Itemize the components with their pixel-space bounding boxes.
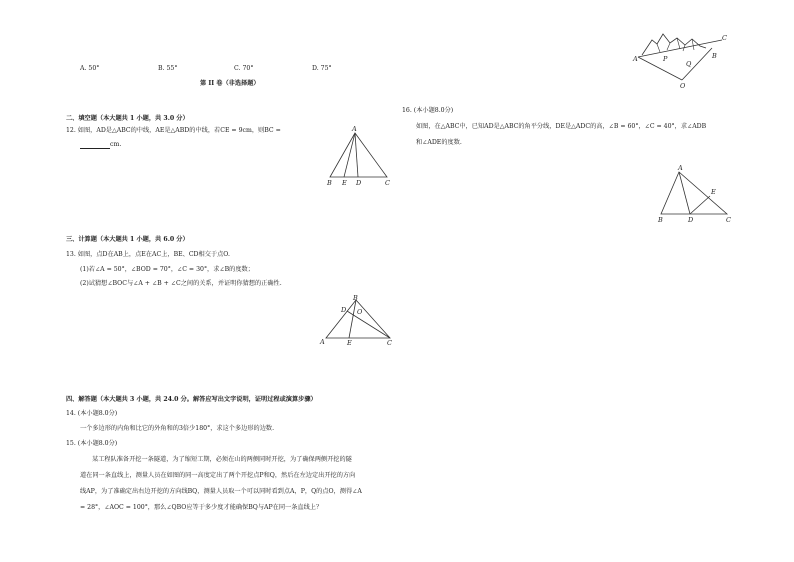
q15-line4: = 28°，∠AOC = 100°，那么∠QBO应等于多少度才能确保BQ与AP在同一条直线上？ <box>80 504 323 511</box>
q15-line1: 某工程队准备开挖一条隧道，为了缩短工期，必须在山的两侧同时开挖，为了确保两侧开挖的隧 <box>92 456 352 463</box>
option-a: A. 50° <box>80 65 100 72</box>
q13-line1: 13. 如图，点D在AB上，点E在AC上，BE、CD相交于点O. <box>66 251 230 258</box>
label-E: E <box>342 179 347 187</box>
section2-title: 二、填空题（本大题共 1 小题，共 3.0 分） <box>66 115 189 122</box>
label-C: C <box>387 339 392 347</box>
q15-head: 15. (本小题8.0分) <box>66 440 118 447</box>
median-ae <box>344 133 355 177</box>
figure-q12 <box>325 127 395 187</box>
label-C: C <box>722 34 727 42</box>
label-D: D <box>341 306 347 314</box>
answer-blank[interactable] <box>80 142 110 149</box>
triangle-abc <box>661 172 727 214</box>
label-E: E <box>347 339 352 347</box>
bisector-ad <box>679 172 690 214</box>
section4-title: 四、解答题（本大题共 3 小题，共 24.0 分。解答应写出文字说明，证明过程或演算步骤） <box>66 396 317 403</box>
line-AO <box>638 57 682 80</box>
q15-line3: 线AP，为了准确定出右边开挖的方向线BQ，测量人员取一个可以同时看到点A，P，Q的点O，测得∠A <box>80 488 362 495</box>
label-C: C <box>726 216 731 224</box>
volume2-title: 第 II 卷（非选择题） <box>200 80 260 87</box>
mountain-inner-left <box>657 38 694 52</box>
label-O: O <box>357 308 363 316</box>
label-B: B <box>327 179 332 187</box>
q15-line2: 道在同一条直线上，测量人员在如图的同一高度定出了两个开挖点P和Q，然后在左边定出开挖的方向 <box>80 472 356 479</box>
label-Q: Q <box>686 60 692 68</box>
section3-title: 三、计算题（本大题共 1 小题，共 6.0 分） <box>66 236 189 243</box>
figure-q13 <box>320 296 400 346</box>
label-E: E <box>711 188 716 196</box>
q12-line2 <box>80 141 121 149</box>
label-O: O <box>680 82 686 90</box>
q16-line2: 和∠ADE的度数. <box>416 139 462 146</box>
segment-be <box>349 300 356 338</box>
median-ad <box>355 133 358 177</box>
label-D: D <box>688 216 694 224</box>
q13-line3: (2)试猜想∠BOC与∠A + ∠B + ∠C之间的关系，并证明你猜想的正确性. <box>80 280 282 287</box>
figure-tunnel <box>630 28 730 88</box>
height-de <box>690 196 710 214</box>
label-A: A <box>320 338 325 346</box>
option-d: D. 75° <box>312 65 332 72</box>
label-C: C <box>385 179 390 187</box>
label-P: P <box>663 55 668 63</box>
q13-line2: (1)若∠A = 50°，∠BOD = 70°，∠C = 30°，求∠B的度数； <box>80 266 254 273</box>
q16-head: 16. (本小题8.0分) <box>402 107 454 114</box>
q12-line1: 12. 如图，AD是△ABC的中线，AE是△ABD的中线，若CE = 9cm，则BC = <box>66 127 281 134</box>
option-c: C. 70° <box>234 65 254 72</box>
q14-body: 一个多边形的内角和比它的外角和的3倍少180°，求这个多边形的边数. <box>80 425 275 432</box>
q14-head: 14. (本小题8.0分) <box>66 410 118 417</box>
label-B: B <box>712 52 717 60</box>
label-A: A <box>352 125 357 133</box>
figure-q16 <box>657 164 737 224</box>
label-D: D <box>356 179 362 187</box>
label-A: A <box>678 164 683 172</box>
q12-suffix: cm. <box>110 141 122 148</box>
triangle-abc <box>330 133 387 177</box>
label-B: B <box>353 294 358 302</box>
q16-line1: 如图，在△ABC中，已知AD是△ABC的角平分线，DE是△ADC的高，∠B = 60°，∠C = 40°，求∠ADB <box>416 123 707 130</box>
mountain-shape <box>642 34 706 55</box>
label-B: B <box>658 216 663 224</box>
label-A: A <box>633 55 638 63</box>
option-b: B. 55° <box>158 65 178 72</box>
segment-cd <box>347 311 390 338</box>
